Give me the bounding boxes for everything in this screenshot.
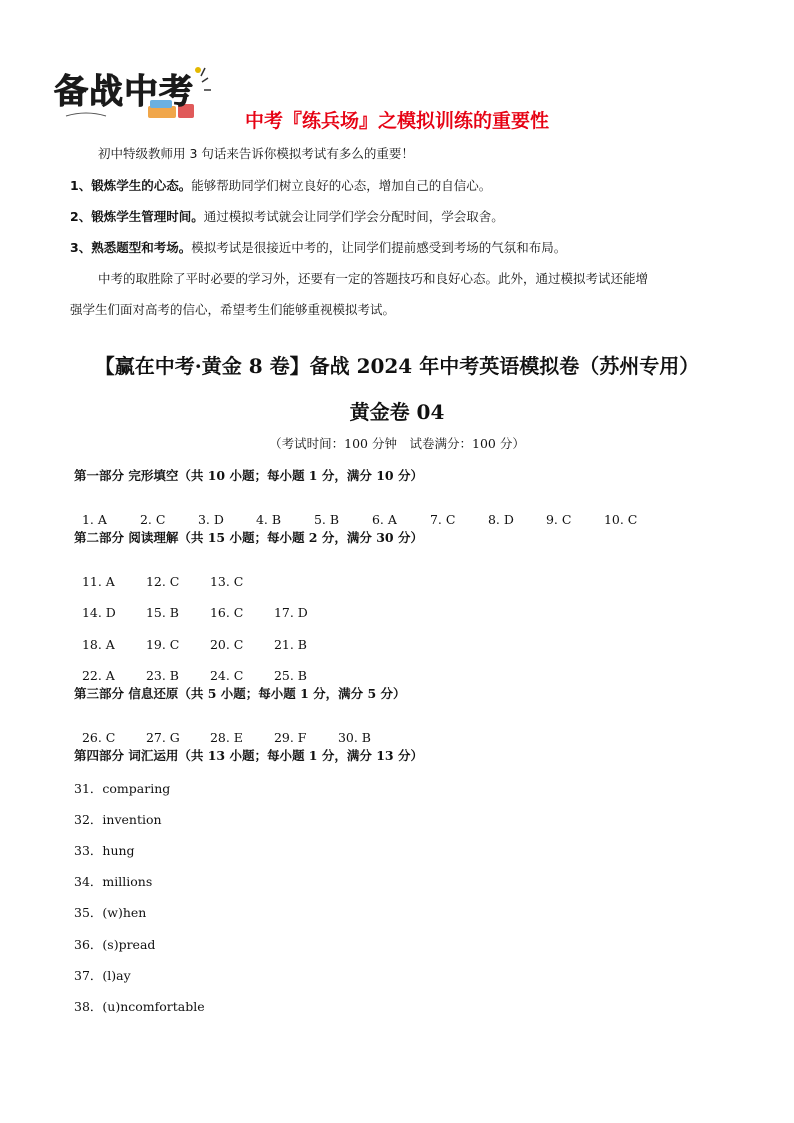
intro-point-2: 2、锻炼学生管理时间。通过模拟考试就会让同学们学会分配时间，学会取舍。 xyxy=(70,209,504,224)
intro-closing-line1: 中考的取胜除了平时必要的学习外，还要有一定的答题技巧和良好心态。此外，通过模拟考试还能增 xyxy=(98,271,649,286)
vocab-answer: 31．comparing xyxy=(74,781,171,796)
exam-subtitle: 黄金卷 04 xyxy=(349,400,445,424)
answer-item: 19. C xyxy=(145,637,180,652)
answer-row-part3 xyxy=(74,715,402,745)
vocab-answer: 33．hung xyxy=(74,843,135,858)
answer-item: 8. D xyxy=(487,512,514,527)
answer-item: 7. C xyxy=(429,512,456,527)
answer-item: 12. C xyxy=(145,574,180,589)
vocab-answer: 37．(l)ay xyxy=(74,968,131,983)
answer-item: 13. C xyxy=(209,574,244,589)
answer-row-part2 xyxy=(74,590,338,620)
answer-item: 6. A xyxy=(371,512,397,527)
vocab-answer: 36．(s)pread xyxy=(74,937,156,952)
answer-item: 24. C xyxy=(209,668,244,683)
answer-row-part1 xyxy=(74,497,662,527)
answer-item: 17. D xyxy=(273,605,308,620)
answer-item: 16. C xyxy=(209,605,244,620)
section-4-heading: 第四部分 词汇运用（共 13 小题；每小题 1 分，满分 13 分） xyxy=(74,748,423,763)
answer-item: 20. C xyxy=(209,637,244,652)
vocab-answer: 35．(w)hen xyxy=(74,905,147,920)
answer-item: 14. D xyxy=(81,605,116,620)
answer-row-part2 xyxy=(74,622,338,652)
vocab-answer: 38．(u)ncomfortable xyxy=(74,999,205,1014)
answer-item: 1. A xyxy=(81,512,107,527)
answer-item: 18. A xyxy=(81,637,115,652)
answer-item: 5. B xyxy=(313,512,340,527)
answer-item: 29. F xyxy=(273,730,307,745)
answer-item: 30. B xyxy=(337,730,371,745)
intro-point-1: 1、锻炼学生的心态。能够帮助同学们树立良好的心态，增加自己的自信心。 xyxy=(70,178,492,193)
answer-item: 26. C xyxy=(81,730,116,745)
answer-item: 22. A xyxy=(81,668,115,683)
logo-text: 备战中考 xyxy=(54,72,194,112)
answer-item: 2. C xyxy=(139,512,166,527)
answer-item: 3. D xyxy=(197,512,224,527)
answer-item: 10. C xyxy=(603,512,638,527)
answer-item: 25. B xyxy=(273,668,307,683)
answer-item: 27. G xyxy=(145,730,180,745)
exam-title: 【赢在中考·黄金 8 卷】备战 2024 年中考英语模拟卷（苏州专用） xyxy=(94,354,700,378)
intro-closing-line2: 强学生们面对高考的信心，希望考生们能够重视模拟考试。 xyxy=(70,302,396,317)
answer-row-part2 xyxy=(74,653,338,683)
exam-info: （考试时间：100 分钟 试卷满分：100 分） xyxy=(269,436,525,451)
answer-item: 9. C xyxy=(545,512,572,527)
answer-item: 23. B xyxy=(145,668,179,683)
answer-item: 21. B xyxy=(273,637,307,652)
answer-row-part2 xyxy=(74,559,274,589)
intro-point-3: 3、熟悉题型和考场。模拟考试是很接近中考的，让同学们提前感受到考场的气氛和布局。 xyxy=(70,240,567,255)
section-1-heading: 第一部分 完形填空（共 10 小题；每小题 1 分，满分 10 分） xyxy=(74,468,423,483)
intro-lead: 初中特级教师用 3 句话来告诉你模拟考试有多么的重要！ xyxy=(98,146,414,161)
answer-item: 15. B xyxy=(145,605,179,620)
vocab-answer: 32．invention xyxy=(74,812,162,827)
section-2-heading: 第二部分 阅读理解（共 15 小题；每小题 2 分，满分 30 分） xyxy=(74,530,423,545)
answer-item: 28. E xyxy=(209,730,243,745)
answer-item: 4. B xyxy=(255,512,282,527)
vocab-answer: 34．millions xyxy=(74,874,153,889)
section-3-heading: 第三部分 信息还原（共 5 小题；每小题 1 分，满分 5 分） xyxy=(74,686,406,701)
headline-text: 中考『练兵场』之模拟训练的重要性 xyxy=(244,110,549,132)
headline xyxy=(0,106,794,133)
answer-item: 11. A xyxy=(81,574,115,589)
